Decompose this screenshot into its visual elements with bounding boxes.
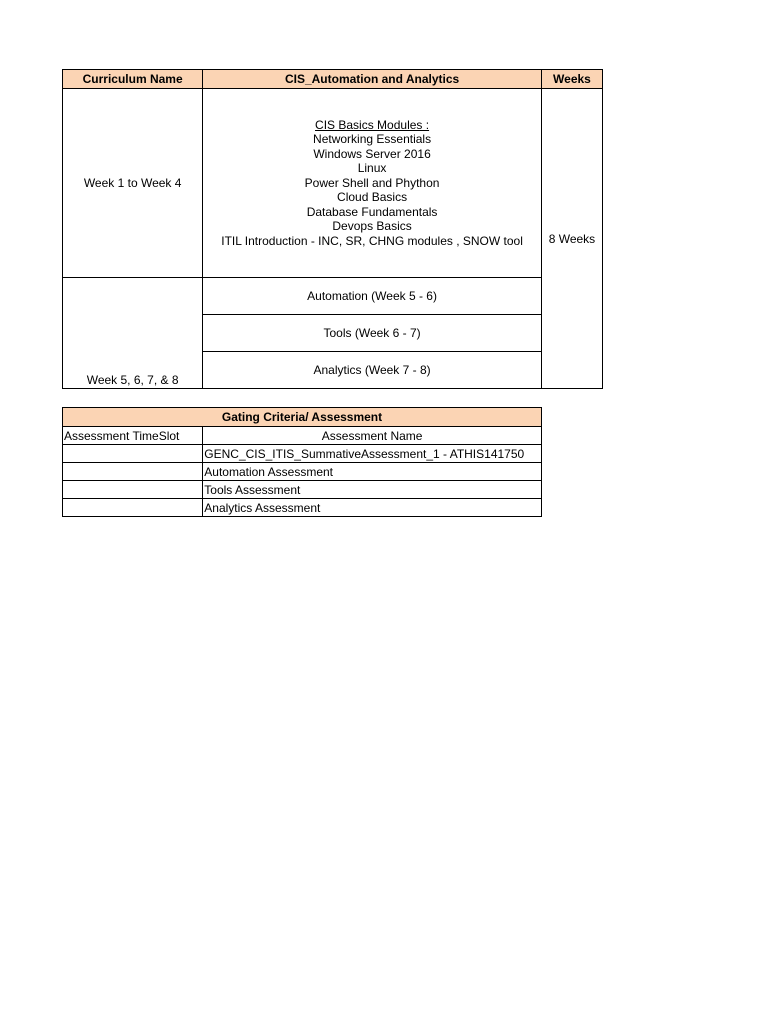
curriculum-header-row <box>63 70 603 89</box>
module-item: Windows Server 2016 <box>313 146 431 161</box>
phase2-period: Week 5, 6, 7, & 8 <box>63 278 203 389</box>
phase1-period: Week 1 to Week 4 <box>63 89 203 278</box>
assessment-timeslot <box>63 445 203 463</box>
modules-title: CIS Basics Modules : <box>315 117 430 132</box>
phase2-topic: Automation (Week 5 - 6) <box>203 278 542 315</box>
assessment-name: GENC_CIS_ITIS_SummativeAssessment_1 - ATHIS141750 <box>203 445 542 463</box>
assessment-name-column-header: Assessment Name <box>203 427 542 445</box>
phase1-row <box>63 89 603 278</box>
assessment-timeslot <box>63 481 203 499</box>
assessment-name: Automation Assessment <box>203 463 542 481</box>
phase1-modules <box>203 89 542 278</box>
phase2-topic: Tools (Week 6 - 7) <box>203 315 542 352</box>
module-item: Database Fundamentals <box>306 204 438 219</box>
table-row <box>63 463 542 481</box>
assessment-name: Tools Assessment <box>203 481 542 499</box>
module-item: ITIL Introduction - INC, SR, CHNG modules , SNOW tool <box>221 233 523 248</box>
table-row <box>63 481 542 499</box>
module-item: Power Shell and Phython <box>304 175 440 190</box>
assessment-title-row <box>63 408 542 427</box>
assessment-timeslot <box>63 463 203 481</box>
total-duration: 8 Weeks <box>541 89 602 389</box>
phase2-row <box>63 278 603 315</box>
assessment-column-headers <box>63 427 542 445</box>
assessment-timeslot <box>63 499 203 517</box>
module-item: Devops Basics <box>332 219 412 234</box>
curriculum-name-header: Curriculum Name <box>63 70 203 89</box>
module-item: Linux <box>357 161 387 176</box>
assessment-title: Gating Criteria/ Assessment <box>63 408 542 427</box>
phase2-topic: Analytics (Week 7 - 8) <box>203 352 542 389</box>
timeslot-column-header: Assessment TimeSlot <box>63 427 203 445</box>
weeks-header: Weeks <box>541 70 602 89</box>
program-name-header: CIS_Automation and Analytics <box>203 70 542 89</box>
module-item: Networking Essentials <box>313 132 432 147</box>
assessment-name: Analytics Assessment <box>203 499 542 517</box>
assessment-table <box>62 407 542 517</box>
table-row <box>63 499 542 517</box>
curriculum-table <box>62 69 603 389</box>
table-row <box>63 445 542 463</box>
module-item: Cloud Basics <box>337 190 408 205</box>
